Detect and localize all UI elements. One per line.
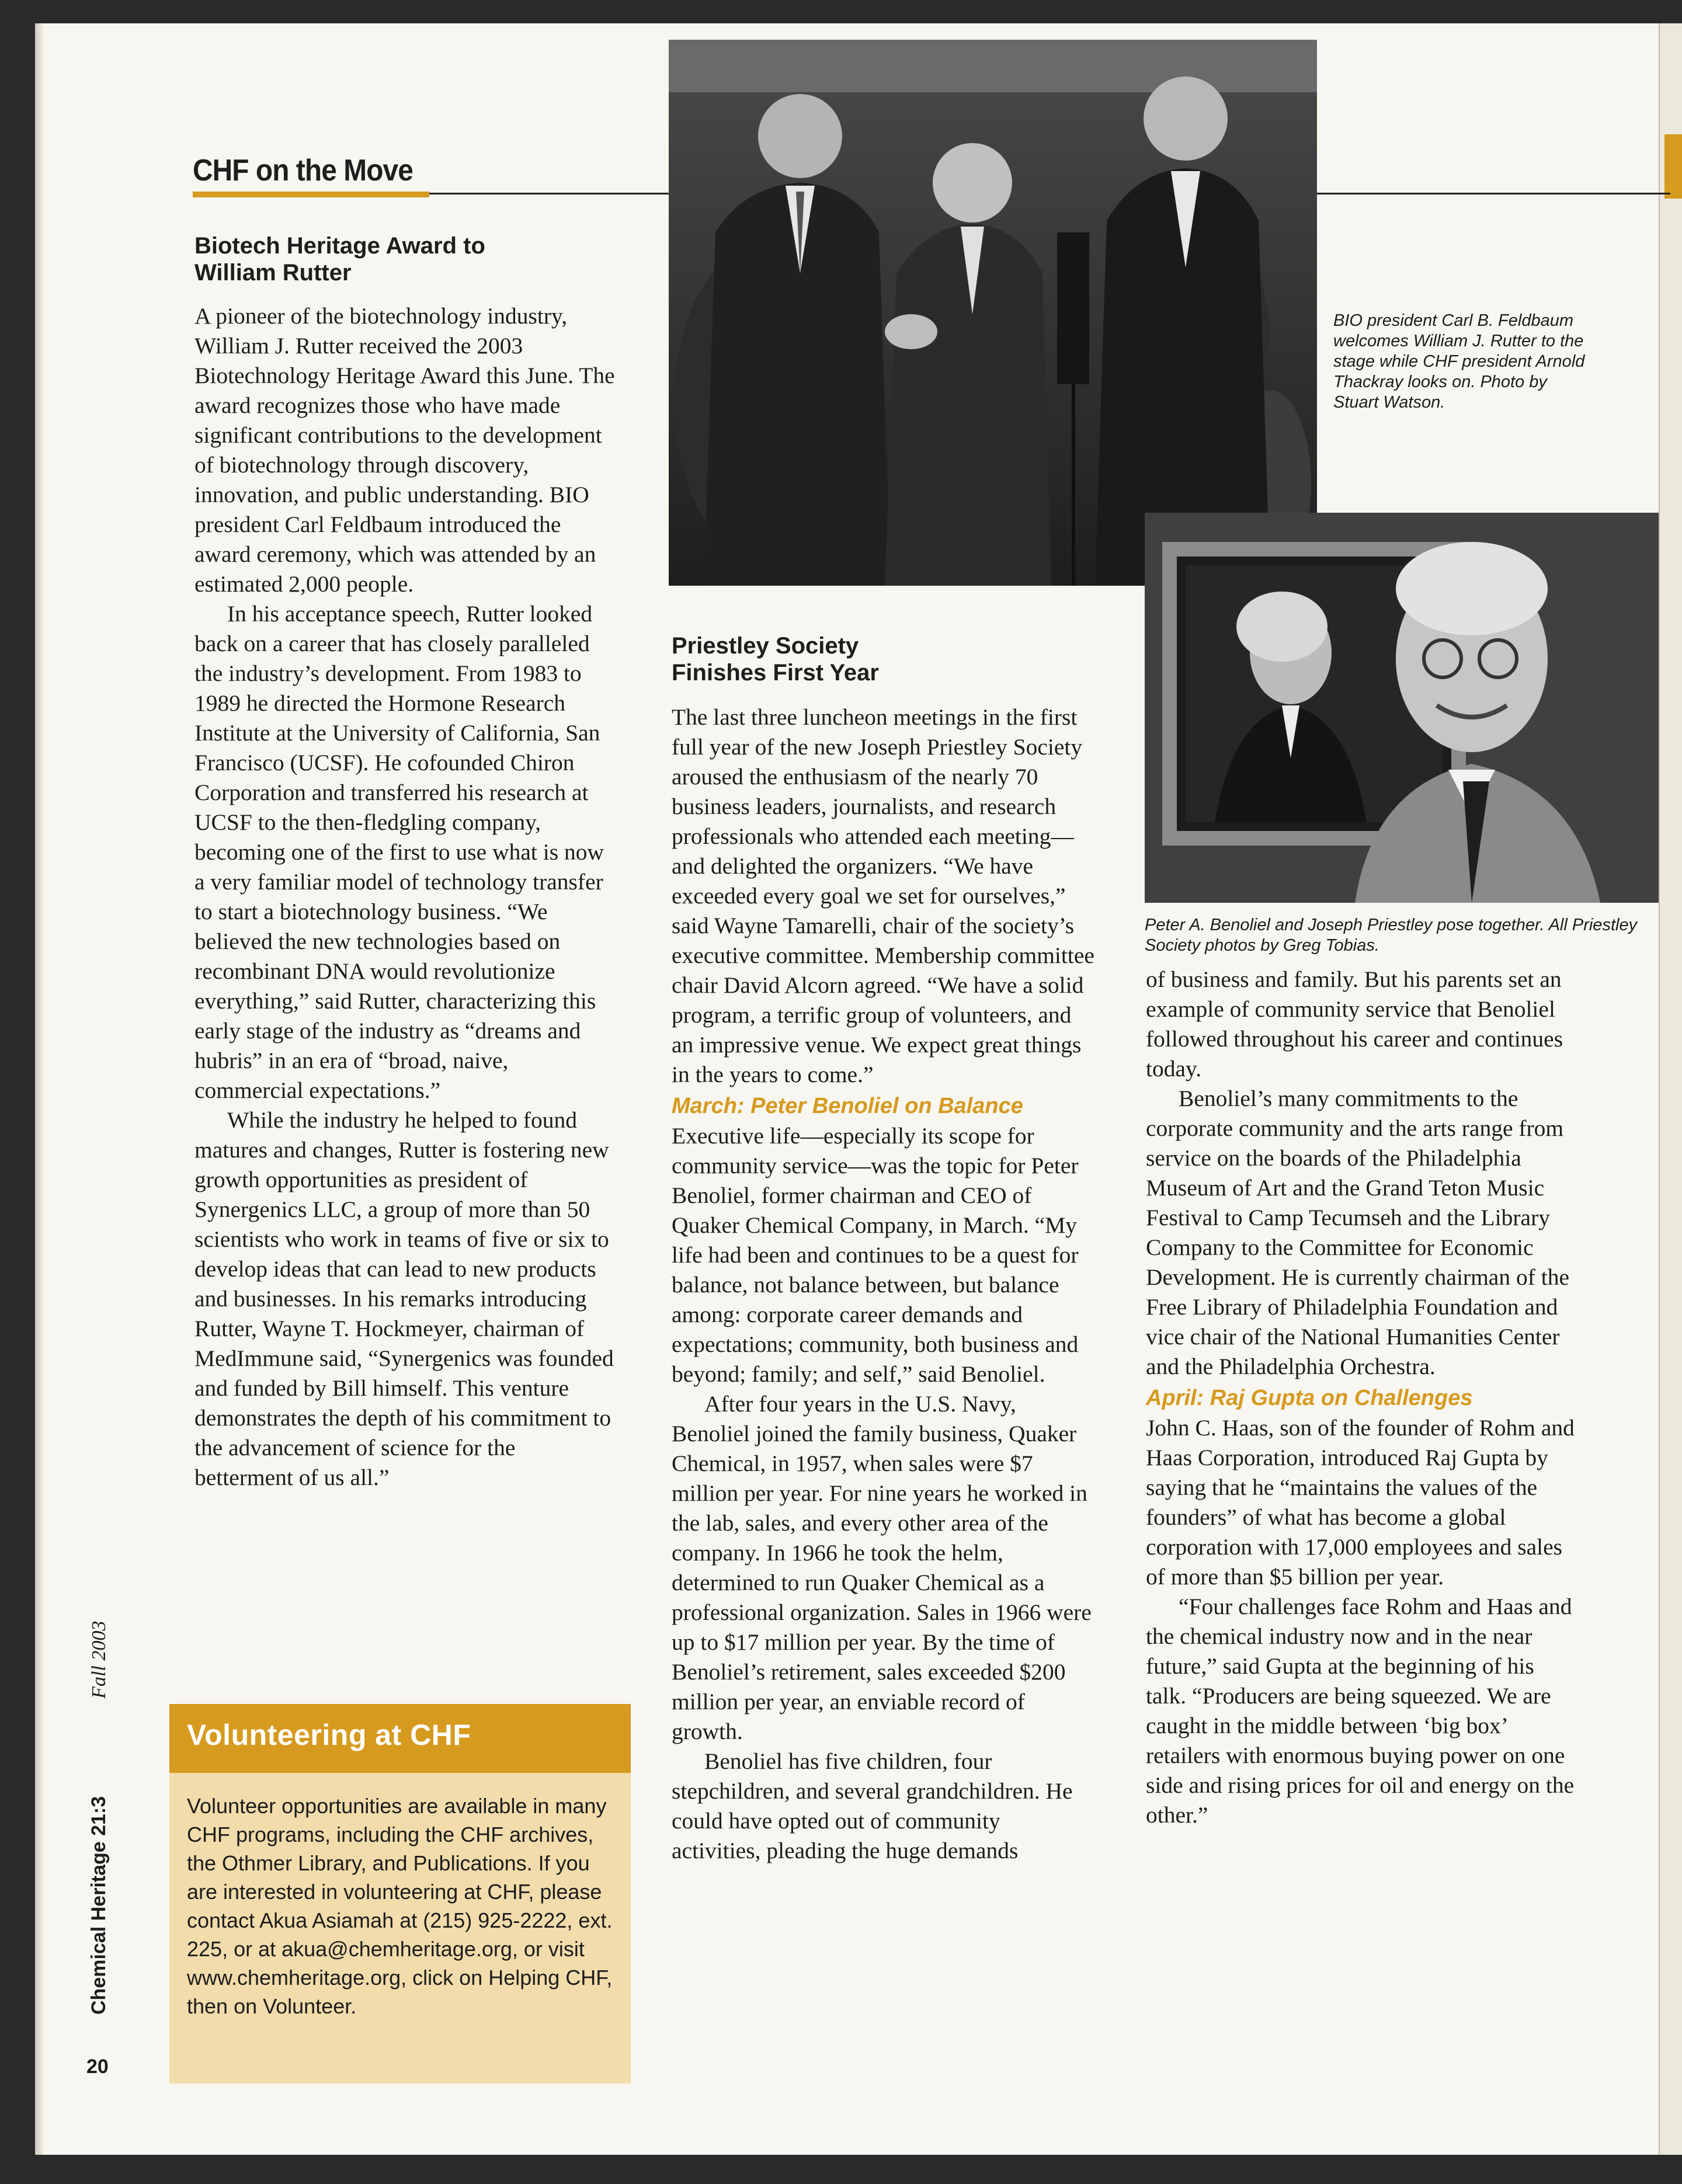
march-paragraph: Executive life—especially its scope for community service—was the topic for Peter Benoliel, former chairman and CEO of Quaker Chemical Company, in March. “My life had been and continues to be a quest for balance, not balance between, but balance among: corporate career demands and expectations; community, both business and beyond; family; and self,” said Benoliel. bbox=[672, 1123, 1079, 1387]
volunteering-sidebar bbox=[169, 1704, 631, 2084]
march-paragraph: Benoliel’s many commitments to the corporate community and the arts range from service on the boards of the Philadelphia Museum of Art and the Grand Teton Music Festival to Camp Tecumseh and the Library Company to the Committee for Economic Development. He is currently chairman of the Free Library of Philadelphia Foundation and vice chair of the National Humanities Center and the Philadelphia Orchestra. bbox=[1146, 1086, 1570, 1379]
sidebar-title: Volunteering at CHF bbox=[187, 1719, 471, 1751]
priestley-article-continued bbox=[1146, 965, 1578, 1830]
march-paragraph: After four years in the U.S. Navy, Benoliel joined the family business, Quaker Chemical, in 1957, when sales were $7 million per year. For nine years he worked in the lab, sales, and every other area of the company. In 1966 he took the helm, determined to run Quaker Chemical as a professional organization. Sales in 1966 were up to $17 million per year. By the time of Benoliel’s retirement, sales exceeded $200 million per year, an enviable record of growth. bbox=[672, 1391, 1092, 1744]
rutter-paragraph: While the industry he helped to found matures and changes, Rutter is fostering new growth opportunities as president of Synergenics LLC, a group of more than 50 scientists who work in teams of five or six to develop ideas that can lead to new products and businesses. In his remarks introducing Rutter, Wayne T. Hockmeyer, chairman of MedImmune said, “Synergenics was founded and funded by Bill himself. This venture demonstrates the depth of his commitment to the advancement of science for the betterment of us all.” bbox=[194, 1107, 614, 1490]
award-ceremony-photo bbox=[669, 40, 1317, 586]
section-title: CHF on the Move bbox=[193, 154, 413, 187]
march-paragraph: Benoliel has five children, four stepchildren, and several grandchildren. He could have opted out of community activities, pleading the huge demands bbox=[672, 1748, 1073, 1863]
page-number: 20 bbox=[86, 2056, 109, 2078]
rutter-paragraph: A pioneer of the biotechnology industry, William J. Rutter received the 2003 Biotechnology Heritage Award this June. The award recognizes those who have made significant contributions to the development of biotechnology through discovery, innovation, and public understanding. BIO president Carl Feldbaum introduced the award ceremony, which was attended by an estimated 2,000 people. bbox=[194, 303, 615, 597]
award-ceremony-image bbox=[669, 40, 1317, 586]
priestley-article bbox=[672, 632, 1095, 1866]
publication-name: Chemical Heritage 21:3 bbox=[88, 1796, 110, 2015]
sidebar-header-bar bbox=[169, 1704, 631, 1773]
portrait-photo-caption: Peter A. Benoliel and Joseph Priestley pose together. All Priestley Society photos by Greg Tobias. bbox=[1145, 916, 1638, 955]
march-subheading: March: Peter Benoliel on Balance bbox=[672, 1094, 1023, 1118]
adjacent-page-tab bbox=[1664, 134, 1682, 199]
publication-spine-text bbox=[88, 1621, 110, 2015]
adjacent-page-edge bbox=[1659, 23, 1682, 2155]
rutter-article bbox=[194, 232, 615, 1493]
page-binding-shadow bbox=[35, 23, 43, 2155]
april-paragraph: John C. Haas, son of the founder of Rohm and Haas Corporation, introduced Raj Gupta by saying that he “maintains the values of the founders” of what has become a global corporation with 17,000 employees and sales of more than $5 billion per year. bbox=[1146, 1415, 1575, 1590]
section-underline bbox=[193, 192, 429, 197]
sidebar-text: Volunteer opportunities are available in many CHF programs, including the CHF archives, the Othmer Library, and Publications. If you are interested in volunteering at CHF, please contact Akua Asiamah at (215) 925-2222, ext. 225, or at akua@chemheritage.org, or visit www.chemheritage.org, click on Helping CHF, then on Volunteer. bbox=[187, 1794, 613, 2018]
award-photo-caption: BIO president Carl B. Feldbaum welcomes William J. Rutter to the stage while CHF president Arnold Thackray looks on. Photo by Stuart Watson. bbox=[1333, 311, 1585, 412]
march-paragraph: of business and family. But his parents set an example of community service that Benoliel followed throughout his career and continues today. bbox=[1146, 966, 1563, 1081]
rutter-paragraph: In his acceptance speech, Rutter looked back on a career that has closely paralleled the industry’s development. From 1983 to 1989 he directed the Hormone Research Institute at the University of California, San Francisco (UCSF). He cofounded Chiron Corporation and transferred his research at UCSF to the then-fledgling company, becoming one of the first to use what is now a very familiar model of technology transfer to start a biotechnology business. “We believed the new technologies based on recombinant DNA would revolutionize everything,” said Rutter, characterizing this early stage of the industry as “dreams and hubris” in an era of “broad, naive, commercial expectations.” bbox=[194, 601, 604, 1103]
benoliel-portrait-photo bbox=[1145, 513, 1659, 903]
priestley-intro: The last three luncheon meetings in the first full year of the new Joseph Priestley Society aroused the enthusiasm of the nearly 70 business leaders, journalists, and research professionals who attended each meeting—and delighted the organizers. “We have exceeded every goal we set for ourselves,” said Wayne Tamarelli, chair of the society’s executive committee. Membership committee chair David Alcorn agreed. “We have a solid program, a terrific group of volunteers, and an impressive venue. We expect great things in the years to come.” bbox=[672, 704, 1094, 1087]
issue-season: Fall 2003 bbox=[88, 1620, 110, 1699]
priestley-headline: Priestley Society Finishes First Year bbox=[672, 633, 879, 686]
april-paragraph: “Four challenges face Rohm and Haas and the chemical industry now and in the near future,” said Gupta at the beginning of his talk. “Producers are being squeezed. We are caught in the middle between ‘big box’ retailers with enormous buying power on one side and rising prices for oil and energy on the other.” bbox=[1146, 1594, 1575, 1828]
benoliel-portrait-image bbox=[1145, 513, 1659, 903]
april-subheading: April: Raj Gupta on Challenges bbox=[1146, 1386, 1473, 1410]
rutter-headline: Biotech Heritage Award to William Rutter bbox=[194, 233, 485, 286]
